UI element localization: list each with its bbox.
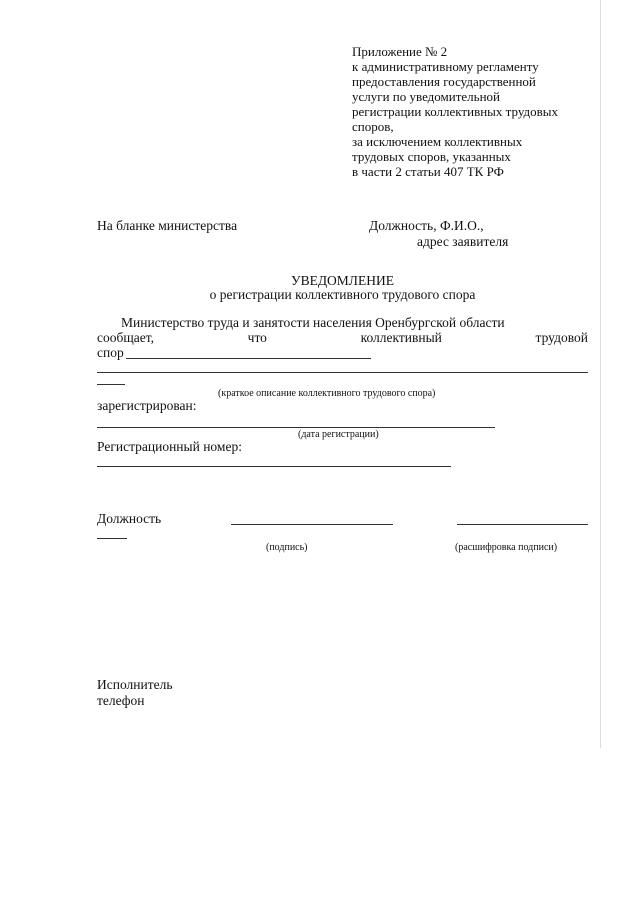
document-subtitle: о регистрации коллективного трудового спора [209, 287, 476, 302]
signature-decoding-caption: (расшифровка подписи) [455, 542, 558, 553]
body-word: сообщает, [97, 330, 154, 345]
registration-number-label: Регистрационный номер: [97, 439, 242, 454]
position-label: Должность [97, 511, 162, 526]
position-fill-line [97, 538, 127, 539]
appendix-line: в части 2 статьи 407 ТК РФ [352, 164, 504, 179]
appendix-line: трудовых споров, указанных [352, 149, 511, 164]
appendix-header [352, 44, 558, 179]
signature-caption: (подпись) [266, 542, 308, 553]
appendix-line: к административному регламенту [352, 59, 539, 74]
dispute-fill-line [97, 384, 125, 385]
dispute-fill-line [97, 372, 588, 373]
body-word: что [247, 330, 267, 345]
registered-label: зарегистрирован: [97, 398, 197, 413]
registration-number-line [97, 466, 451, 467]
appendix-line: услуги по уведомительной [352, 89, 500, 104]
signature-decoding-line [457, 524, 588, 525]
appendix-line: за исключением коллективных [352, 134, 523, 149]
body-line-3: спор [97, 345, 124, 360]
appendix-line: споров, [352, 119, 394, 134]
addressee-address: адрес заявителя [417, 234, 509, 249]
body-line-2 [97, 330, 588, 345]
addressee-position-name: Должность, Ф.И.О., [369, 218, 484, 233]
phone-label: телефон [97, 693, 145, 708]
dispute-description-caption: (краткое описание коллективного трудового спора) [218, 388, 436, 399]
body-word: трудовой [535, 330, 588, 345]
body-line-1: Министерство труда и занятости населения Оренбургской области [121, 315, 505, 330]
body-word: коллективный [360, 330, 442, 345]
appendix-line: Приложение № 2 [352, 44, 448, 59]
registration-date-line [97, 427, 495, 428]
page-edge [600, 0, 601, 748]
letterhead-note: На бланке министерства [97, 218, 238, 233]
appendix-line: предоставления государственной [352, 74, 536, 89]
signature-line [231, 524, 393, 525]
registration-date-caption: (дата регистрации) [298, 429, 379, 440]
document-title: УВЕДОМЛЕНИЕ [291, 273, 394, 288]
executor-label: Исполнитель [97, 677, 173, 692]
dispute-fill-line [126, 358, 371, 359]
appendix-line: регистрации коллективных трудовых [352, 104, 558, 119]
